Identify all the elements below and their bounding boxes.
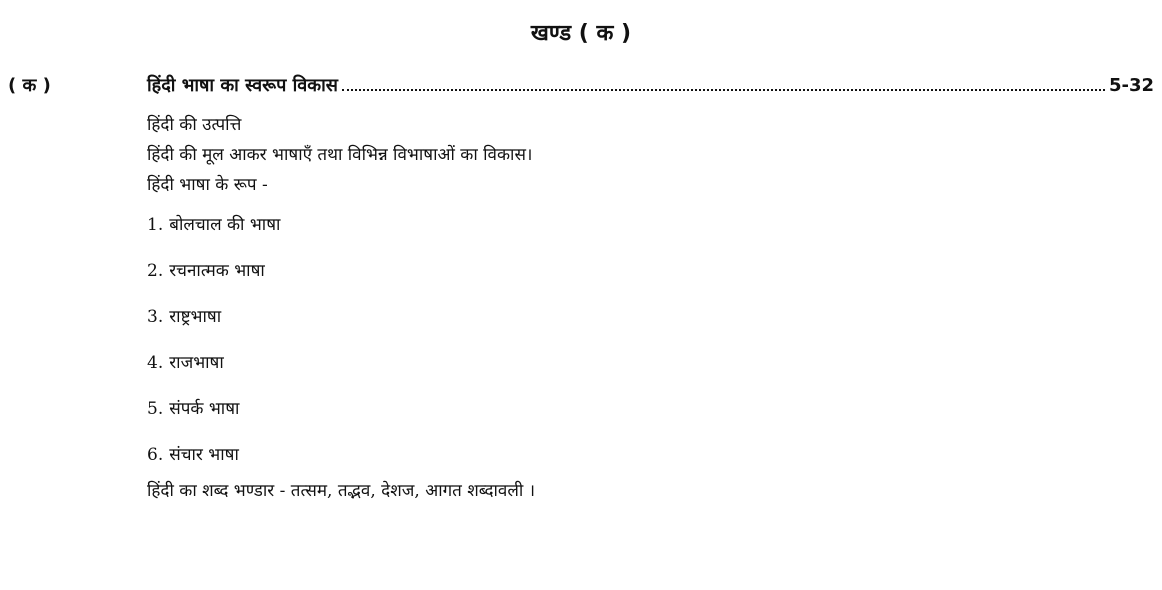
section-title: खण्ड ( क ) xyxy=(530,21,632,46)
list-item xyxy=(147,386,1147,432)
list-number: 3. xyxy=(147,307,164,327)
toc-entry xyxy=(147,72,1154,100)
vocabulary-line: हिंदी का शब्द भण्डार - तत्सम, तद्भव, देशज, आगत शब्दावली । xyxy=(147,481,536,501)
page-range: 5-32 xyxy=(1108,75,1154,96)
list-number: 6. xyxy=(147,445,164,465)
topic-source-languages: हिंदी की मूल आकर भाषाएँ तथा विभिन्न विभाषाओं का विकास। xyxy=(147,145,533,165)
list-text: संचार भाषा xyxy=(169,445,239,465)
list-item xyxy=(147,294,1147,340)
unit-content xyxy=(147,110,1147,506)
list-item xyxy=(147,248,1147,294)
unit-heading: हिंदी भाषा का स्वरूप विकास xyxy=(147,75,338,96)
dot-leader xyxy=(342,88,1105,91)
list-text: रचनात्मक भाषा xyxy=(169,261,265,281)
topic-origin: हिंदी की उत्पत्ति xyxy=(147,115,242,135)
list-number: 2. xyxy=(147,261,164,281)
list-number: 4. xyxy=(147,353,164,373)
topic-forms-heading: हिंदी भाषा के रूप - xyxy=(147,175,268,195)
list-item xyxy=(147,202,1147,248)
list-item xyxy=(147,340,1147,386)
list-text: राजभाषा xyxy=(169,353,224,373)
list-item xyxy=(147,432,1147,478)
forms-list xyxy=(147,202,1147,478)
list-text: संपर्क भाषा xyxy=(169,399,240,419)
list-text: बोलचाल की भाषा xyxy=(169,215,281,235)
list-number: 1. xyxy=(147,215,164,235)
list-number: 5. xyxy=(147,399,164,419)
unit-marker: ( क ) xyxy=(8,75,51,96)
list-text: राष्ट्रभाषा xyxy=(169,307,222,327)
